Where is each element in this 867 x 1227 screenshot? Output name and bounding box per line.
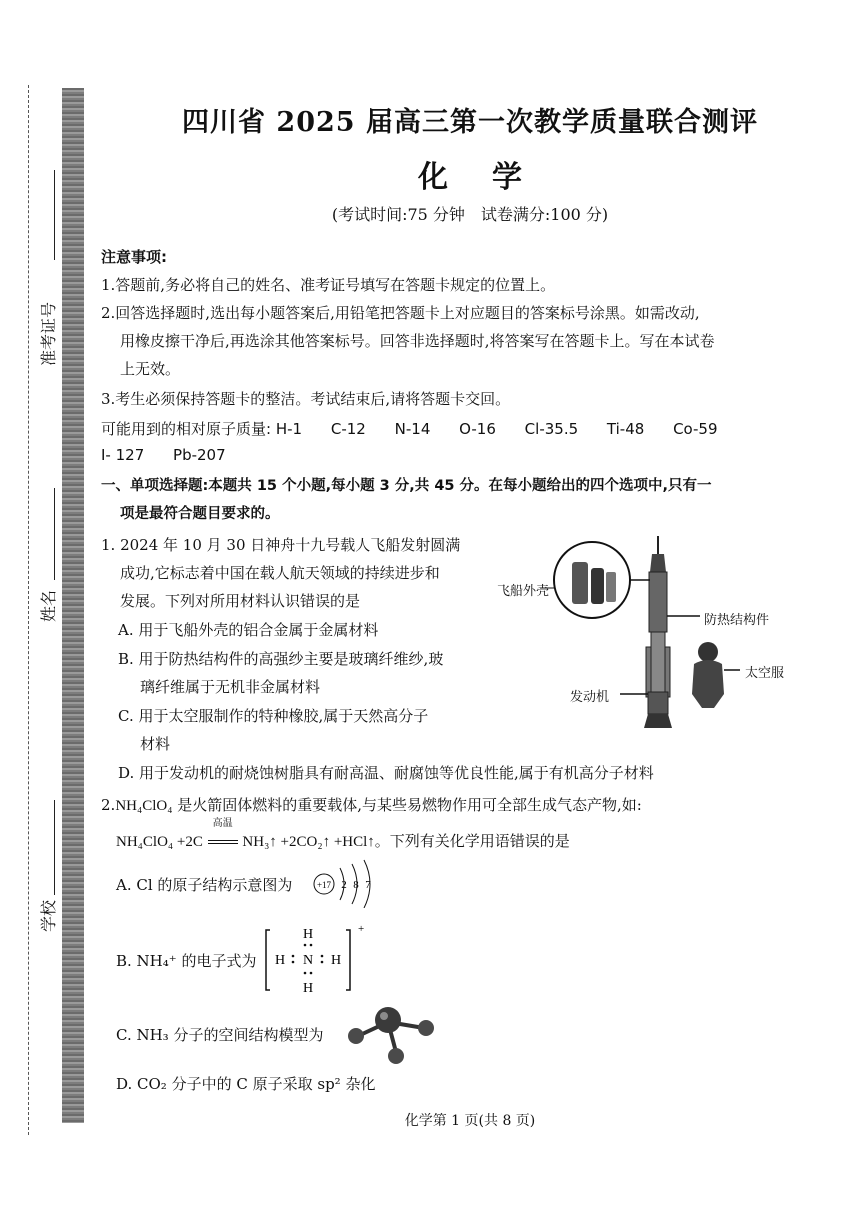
side-label-exam-number: 准考证号 [39, 301, 58, 366]
exam-title: 四川省 2025 届高三第一次教学质量联合测评 [182, 107, 758, 138]
ammonium-electron-formula [262, 920, 372, 1000]
q2-formula: NH₄ClO₄ [115, 798, 173, 814]
electron-formula-n: N [302, 953, 314, 968]
q2-reaction-line [116, 818, 570, 853]
q1-option-c-cont: 材料 [140, 735, 171, 753]
reaction-arrow [208, 818, 238, 852]
q2-option-a: A. Cl 的原子结构示意图为 [116, 876, 293, 894]
q1-option-b: B. 用于防热结构件的高强纱主要是玻璃纤维纱,玻 [118, 650, 444, 668]
atomic-mass-value: H-1 [275, 420, 303, 438]
label-heat-shield: 防热结构件 [704, 613, 770, 628]
atomic-mass-value: N-14 [394, 420, 431, 438]
electron-formula-h-left: H [274, 953, 286, 968]
atomic-masses-line [101, 418, 742, 439]
electron-formula-charge: + [358, 923, 365, 935]
q1-stem-line-1: 1. 2024 年 10 月 30 日神舟十九号载人飞船发射圆满 [101, 536, 461, 554]
subject-title: 化学 [418, 160, 566, 195]
label-ship-shell: 飞船外壳 [497, 584, 550, 599]
school-write-line [54, 800, 55, 895]
ammonia-ball-stick-model [340, 1000, 450, 1070]
side-label-name: 姓名 [39, 589, 58, 622]
page-footer: 化学第 1 页(共 8 页) [404, 1113, 536, 1129]
atom-shell-1: 2 [341, 879, 347, 891]
q2-stem-line-1 [101, 794, 642, 817]
binding-margin-band [62, 88, 84, 1123]
binding-dashed-line [28, 85, 29, 1135]
q2-stem-text-2: 。下列有关化学用语错误的是 [374, 832, 570, 850]
label-spacesuit: 太空服 [745, 666, 785, 681]
notice-item-2-cont: 用橡皮擦干净后,再选涂其他答案标号。回答非选择题时,将答案写在答题卡上。写在本试卷 [120, 332, 715, 350]
atomic-masses-label: 可能用到的相对原子质量: [101, 420, 272, 438]
q2-option-c: C. NH₃ 分子的空间结构模型为 [116, 1026, 324, 1044]
notice-item-1: 1.答题前,务必将自己的姓名、准考证号填写在答题卡规定的位置上。 [101, 276, 556, 294]
notice-item-3: 3.考生必须保持答题卡的整洁。考试结束后,请将答题卡交回。 [101, 390, 511, 408]
name-write-line [54, 488, 55, 580]
q2-option-b: B. NH₄⁺ 的电子式为 [116, 952, 257, 970]
electron-formula-h-top: H [302, 927, 314, 942]
notice-item-2: 2.回答选择题时,选出每小题答案后,用铅笔把答题卡上对应题目的答案标号涂黑。如需改动, [101, 304, 700, 322]
reaction-reactants: NH₄ClO₄ +2C [116, 834, 203, 850]
q1-stem-line-3: 发展。下列对所用材料认识错误的是 [120, 592, 361, 610]
notice-item-2-end: 上无效。 [120, 360, 181, 378]
exam-number-write-line [54, 170, 55, 260]
atomic-mass-value: O-16 [459, 420, 496, 438]
exam-info: (考试时间:75 分钟 试卷满分:100 分) [331, 205, 609, 224]
atomic-mass-value: Pb-207 [173, 446, 226, 464]
atomic-mass-value: Ti-48 [606, 420, 645, 438]
q2-stem-text: 是火箭固体燃料的重要载体,与某些易燃物作用可全部生成气态产物,如: [177, 796, 642, 814]
atom-shell-2: 8 [353, 879, 359, 891]
label-engine: 发动机 [570, 690, 610, 705]
side-label-school: 学校 [39, 899, 58, 932]
atomic-masses-line-2 [101, 446, 226, 464]
atomic-mass-value: Co-59 [673, 420, 718, 438]
section-heading: 一、单项选择题:本题共 15 个小题,每小题 3 分,共 45 分。在每小题给出的四个选项中,只有一 [101, 478, 712, 494]
reaction-condition: 高温 [212, 818, 233, 829]
q2-option-d: D. CO₂ 分子中的 C 原子采取 sp² 杂化 [116, 1075, 376, 1093]
atom-nucleus-text: +17 [316, 880, 332, 890]
q1-option-d: D. 用于发动机的耐烧蚀树脂具有耐高温、耐腐蚀等优良性能,属于有机高分子材料 [118, 764, 654, 782]
reaction-products: NH₃↑ +2CO₂↑ +HCl↑ [242, 834, 375, 850]
electron-formula-h-right: H [330, 953, 342, 968]
q2-number: 2. [101, 796, 116, 814]
notice-title: 注意事项: [101, 248, 167, 266]
q1-option-c: C. 用于太空服制作的特种橡胶,属于天然高分子 [118, 707, 429, 725]
atomic-mass-value: C-12 [330, 420, 366, 438]
cl-atom-structure-diagram [312, 858, 382, 908]
q1-stem-line-2: 成功,它标志着中国在载人航天领域的持续进步和 [120, 564, 440, 582]
atomic-mass-value: I- 127 [101, 446, 145, 464]
atomic-mass-value: Cl-35.5 [524, 420, 579, 438]
q1-option-a: A. 用于飞船外壳的铝合金属于金属材料 [118, 621, 379, 639]
section-heading-cont: 项是最符合题目要求的。 [120, 506, 280, 522]
electron-formula-h-bottom: H [302, 981, 314, 996]
q1-option-b-cont: 璃纤维属于无机非金属材料 [140, 678, 321, 696]
atom-shell-3: 7 [365, 879, 371, 891]
rocket-figure [500, 532, 800, 747]
